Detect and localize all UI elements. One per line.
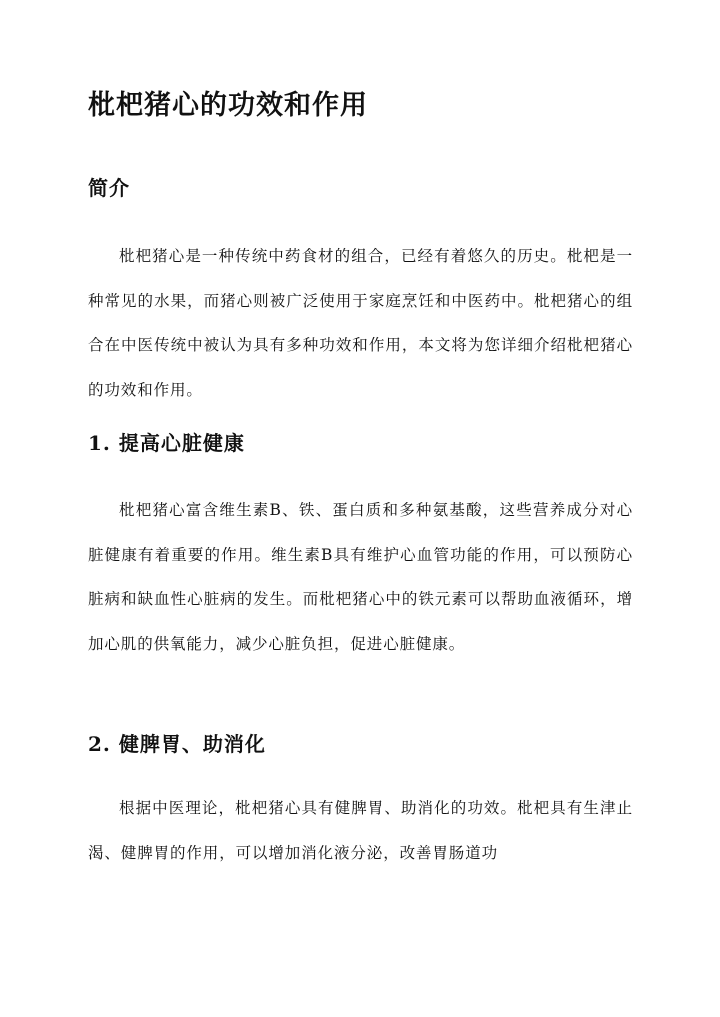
- section-1-heading: 1. 提高心脏健康: [88, 431, 245, 455]
- section-2-paragraph: 根据中医理论，枇杷猪心具有健脾胃、助消化的功效。枇杷具有生津止渴、健脾胃的作用，可以增加消化液分泌，改善胃肠道功: [88, 799, 633, 862]
- intro-heading: 简介: [88, 176, 130, 200]
- document-title: 枇杷猪心的功效和作用: [88, 90, 368, 121]
- section-2-heading: 2. 健脾胃、助消化: [88, 732, 266, 756]
- intro-paragraph: 枇杷猪心是一种传统中药食材的组合，已经有着悠久的历史。枇杷是一种常见的水果，而猪心则被广泛使用于家庭烹饪和中医药中。枇杷猪心的组合在中医传统中被认为具有多种功效和作用，本文将为您详细介绍枇杷猪心的功效和作用。: [88, 247, 633, 399]
- section-1-paragraph: 枇杷猪心富含维生素B、铁、蛋白质和多种氨基酸，这些营养成分对心脏健康有着重要的作用。维生素B具有维护心血管功能的作用，可以预防心脏病和缺血性心脏病的发生。而枇杷猪心中的铁元素可以帮助血液循环，增加心肌的供氧能力，减少心脏负担，促进心脏健康。: [88, 501, 633, 653]
